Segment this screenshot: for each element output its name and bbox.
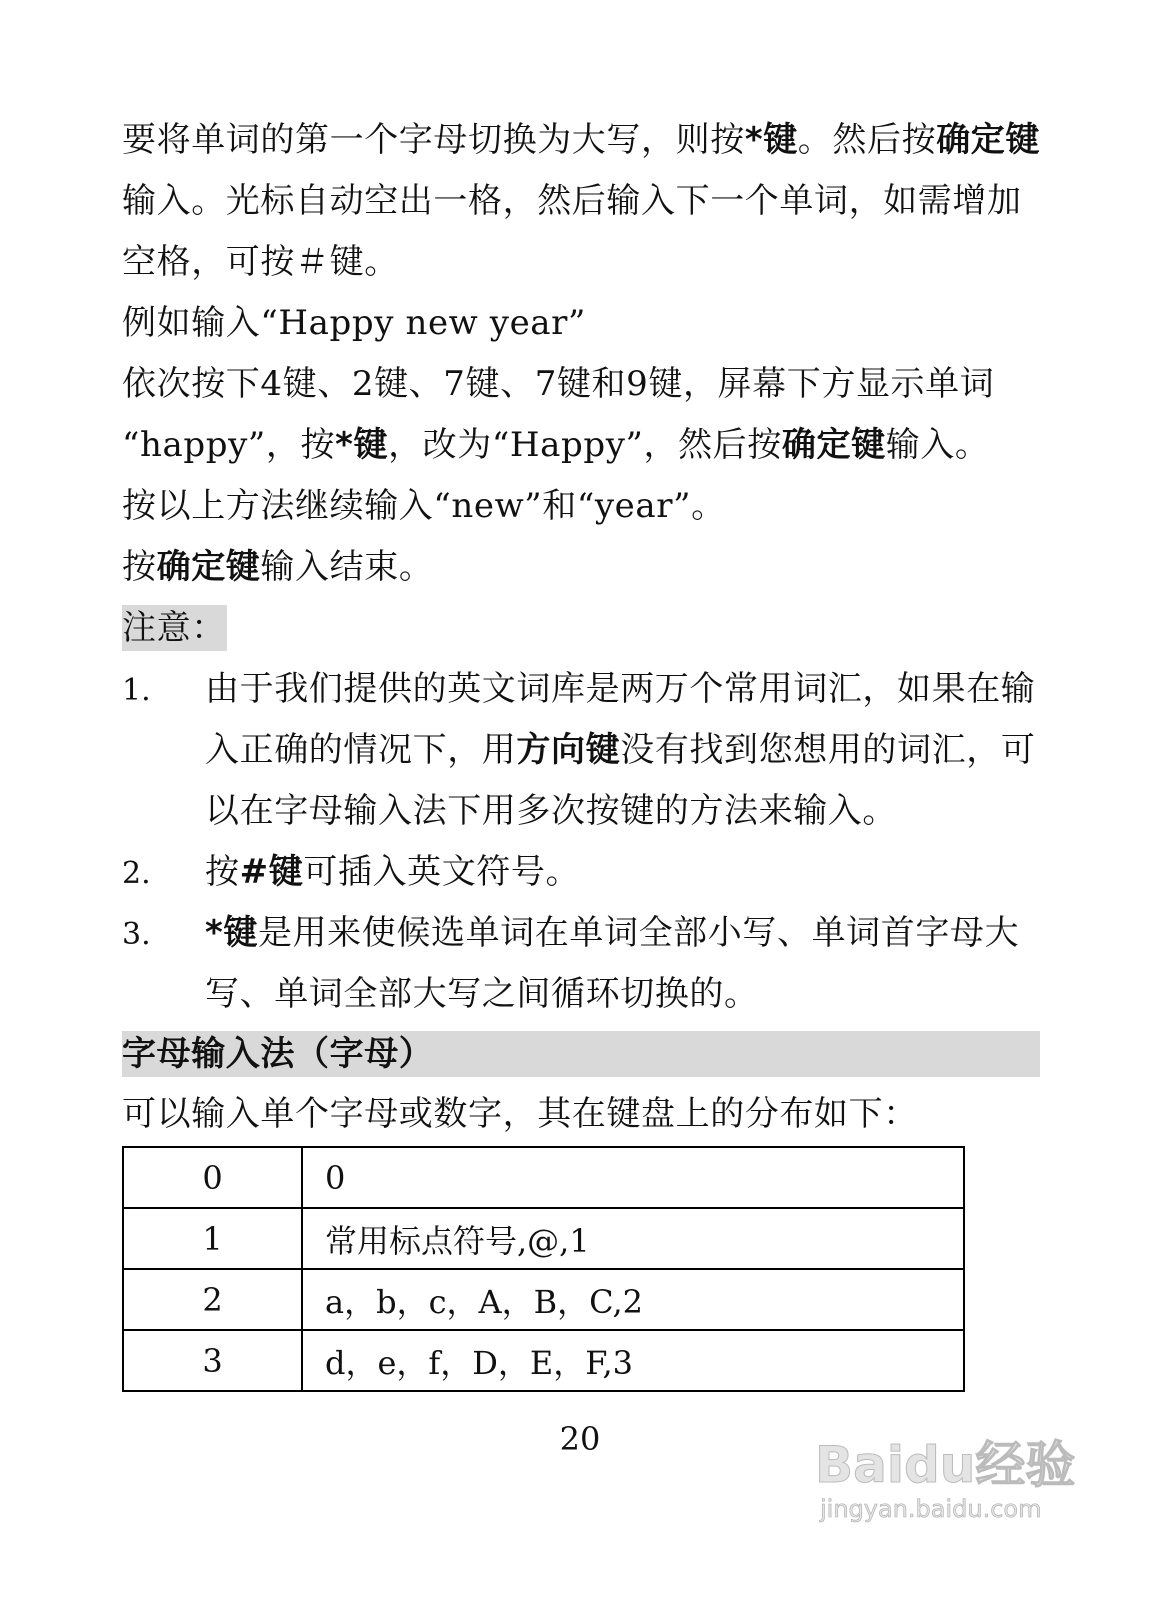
table-row bbox=[123, 1208, 964, 1269]
text-segment: 按以上方法继续输入“new”和“year”。 bbox=[122, 486, 726, 526]
text-segment: “happy”，按 bbox=[122, 425, 336, 465]
bold-key-term: 确定键 bbox=[781, 425, 886, 465]
text-line bbox=[122, 242, 399, 282]
chars-cell: a，b，c，A，B，C,2 bbox=[302, 1269, 964, 1330]
watermark-url: jingyan.baidu.com bbox=[820, 1495, 1042, 1523]
text-segment: 要将单词的第一个字母切换为大写，则按 bbox=[122, 120, 745, 160]
watermark-logo-text: Baidu经验 bbox=[815, 1436, 1076, 1494]
section-intro: 可以输入单个字母或数字，其在键盘上的分布如下： bbox=[122, 1094, 918, 1134]
text-segment: 可插入英文符号。 bbox=[303, 852, 581, 892]
bold-key-term: 方向键 bbox=[516, 730, 621, 770]
text-line bbox=[122, 486, 726, 526]
note-number: 3. bbox=[122, 917, 151, 952]
text-line bbox=[205, 852, 580, 892]
text-line bbox=[205, 913, 1019, 953]
key-cell: 1 bbox=[123, 1208, 302, 1269]
note-heading: 注意： bbox=[122, 608, 226, 648]
text-segment: 写、单词全部大写之间循环切换的。 bbox=[205, 974, 759, 1014]
text-line bbox=[205, 730, 1035, 770]
table-row bbox=[123, 1330, 964, 1391]
text-line bbox=[122, 547, 433, 587]
text-segment: 空格，可按＃键。 bbox=[122, 242, 399, 282]
text-segment: 以在字母输入法下用多次按键的方法来输入。 bbox=[205, 791, 897, 831]
note-number: 1. bbox=[122, 673, 151, 708]
text-segment: 入正确的情况下，用 bbox=[205, 730, 517, 770]
table-row bbox=[123, 1147, 964, 1208]
text-segment: 按 bbox=[122, 547, 157, 587]
text-line bbox=[205, 791, 897, 831]
text-segment: ，改为“Happy”，然后按 bbox=[388, 425, 782, 465]
bold-key-term: *键 bbox=[205, 913, 258, 953]
text-segment: 输入结束。 bbox=[260, 547, 434, 587]
text-segment: 输入。光标自动空出一格，然后输入下一个单词，如需增加 bbox=[122, 181, 1022, 221]
key-cell: 3 bbox=[123, 1330, 302, 1391]
chars-cell: 常用标点符号,@,1 bbox=[302, 1208, 964, 1269]
text-segment: 例如输入“Happy new year” bbox=[122, 303, 587, 343]
bold-key-term: *键 bbox=[335, 425, 389, 465]
text-line bbox=[205, 669, 1035, 709]
text-line bbox=[122, 425, 990, 465]
chars-cell: d，e，f，D，E，F,3 bbox=[302, 1330, 964, 1391]
text-segment: 是用来使候选单词在单词全部小写、单词首字母大 bbox=[257, 913, 1020, 953]
text-line bbox=[122, 181, 1022, 221]
text-line bbox=[122, 120, 1040, 160]
table-row bbox=[123, 1269, 964, 1330]
note-number: 2. bbox=[122, 856, 151, 891]
text-segment: 。然后按 bbox=[797, 120, 937, 160]
text-segment: 由于我们提供的英文词库是两万个常用词汇，如果在输 bbox=[205, 669, 1036, 709]
text-segment: 输入。 bbox=[885, 425, 990, 465]
text-line bbox=[122, 364, 994, 404]
text-segment: 依次按下4键、2键、7键、7键和9键，屏幕下方显示单词 bbox=[122, 364, 995, 404]
text-line bbox=[205, 974, 759, 1014]
bold-key-term: 确定键 bbox=[156, 547, 261, 587]
section-heading: 字母输入法（字母） bbox=[122, 1034, 434, 1074]
key-cell: 0 bbox=[123, 1147, 302, 1208]
text-segment: 没有找到您想用的词汇，可 bbox=[620, 730, 1036, 770]
bold-key-term: 确定键 bbox=[936, 120, 1041, 160]
key-table bbox=[122, 1146, 965, 1392]
text-segment: 按 bbox=[205, 852, 240, 892]
key-cell: 2 bbox=[123, 1269, 302, 1330]
text-line bbox=[122, 303, 586, 343]
page-number: 20 bbox=[559, 1420, 601, 1458]
bold-key-term: #键 bbox=[239, 852, 304, 892]
chars-cell: 0 bbox=[302, 1147, 964, 1208]
bold-key-term: *键 bbox=[744, 120, 798, 160]
watermark-logo bbox=[815, 1400, 1075, 1530]
